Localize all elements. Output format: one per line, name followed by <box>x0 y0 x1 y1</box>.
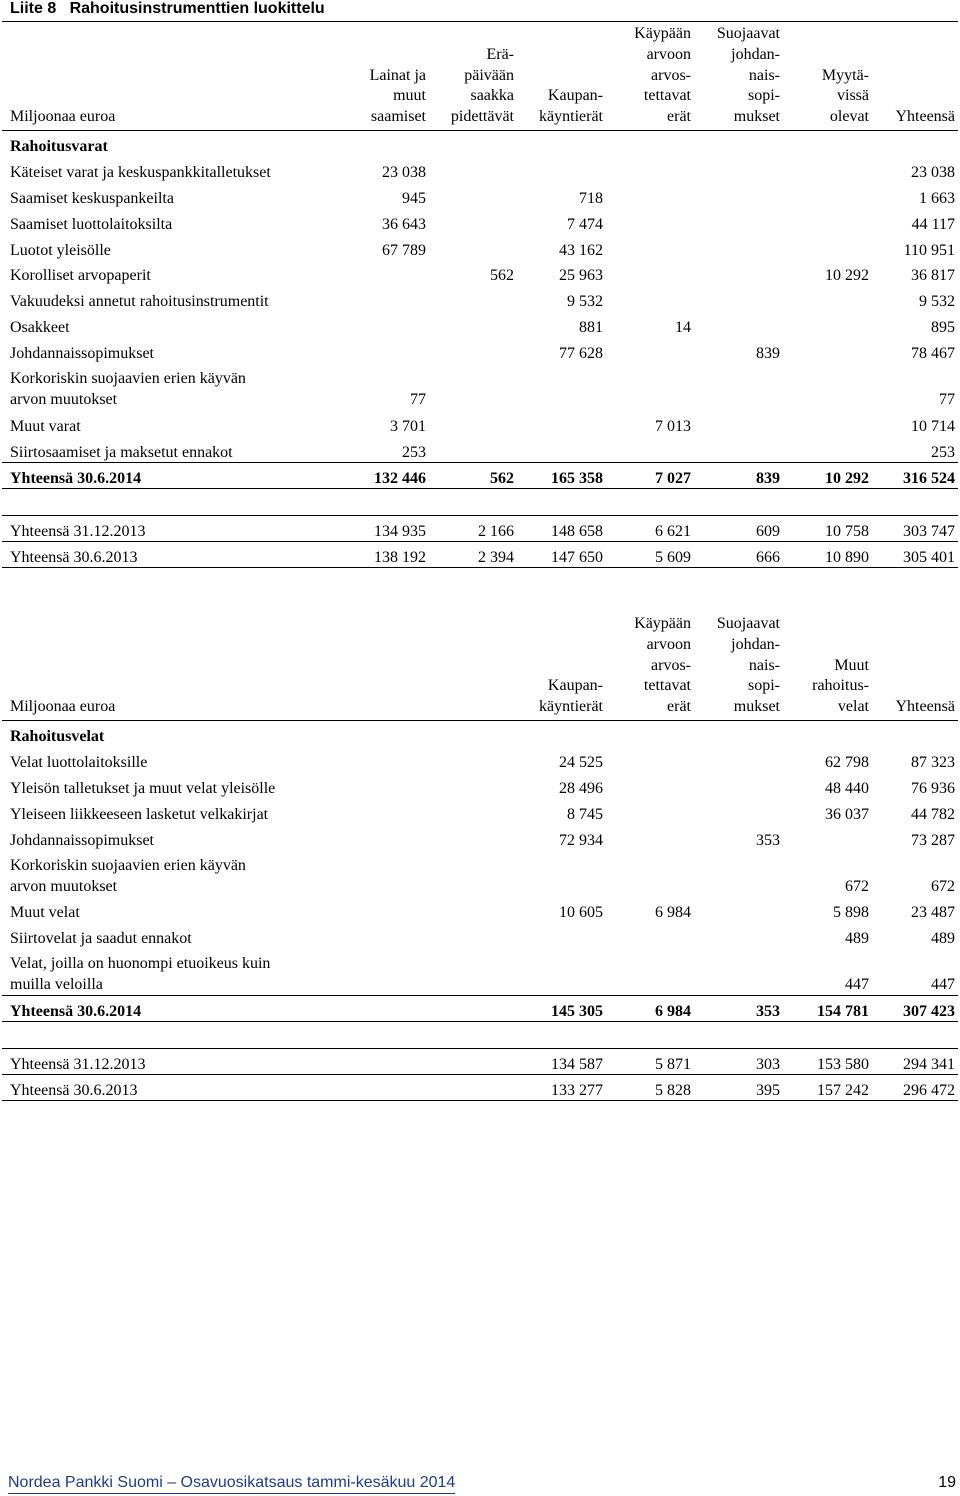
row-value <box>606 922 694 948</box>
table-row <box>2 948 958 996</box>
page-footer <box>8 1474 956 1496</box>
row-value: 25 963 <box>559 267 603 285</box>
row-value <box>606 948 694 996</box>
comparison-value: 294 341 <box>872 1049 958 1075</box>
comparison-row <box>2 1075 958 1101</box>
row-label: Käteiset varat ja keskuspankkitalletukset <box>10 163 271 181</box>
assets-spacer-row <box>2 488 958 515</box>
column-header: Muut rahoitus- velat <box>783 612 872 721</box>
row-value <box>606 746 694 772</box>
comparison-value: 10 758 <box>783 515 872 541</box>
row-value <box>606 824 694 850</box>
total-value: 839 <box>694 462 783 488</box>
comparison-row <box>2 1049 958 1075</box>
row-value: 23 038 <box>911 163 955 181</box>
row-value: 895 <box>931 319 955 337</box>
row-label: Luotot yleisölle <box>10 241 111 259</box>
column-header: Kaupan- käyntierät <box>518 612 606 721</box>
row-value <box>606 337 694 363</box>
row-value: 10 714 <box>911 418 955 436</box>
row-value <box>606 208 694 234</box>
column-header: Miljoonaa euroa <box>2 612 518 721</box>
table-row <box>2 850 958 897</box>
row-value <box>694 772 783 798</box>
row-label: Velat luottolaitoksille <box>10 753 148 771</box>
row-value <box>341 260 429 286</box>
row-value <box>429 311 517 337</box>
assets-header-row <box>2 22 958 131</box>
row-value: 36 037 <box>825 805 869 823</box>
row-label: Osakkeet <box>10 319 70 337</box>
section-title: Rahoitusvarat <box>10 138 108 155</box>
table-row <box>2 208 958 234</box>
row-value: 23 487 <box>911 904 955 922</box>
row-value <box>694 156 783 182</box>
row-value: 77 <box>410 391 426 409</box>
row-value <box>429 363 517 410</box>
row-value: 447 <box>845 976 869 994</box>
row-value <box>606 285 694 311</box>
row-value <box>694 182 783 208</box>
row-label: Siirtovelat ja saadut ennakot <box>10 930 192 948</box>
comparison-value: 303 747 <box>872 515 958 541</box>
section-title: Rahoitusvelat <box>10 728 105 745</box>
row-value: 10 605 <box>559 904 603 922</box>
row-value <box>518 922 606 948</box>
row-value <box>783 156 872 182</box>
row-label: Vakuudeksi annetut rahoitusinstrumentit <box>10 293 269 311</box>
comparison-value: 303 <box>694 1049 783 1075</box>
total-value: 154 781 <box>783 996 872 1022</box>
column-header: Käypään arvoon arvos- tettavat erät <box>606 22 694 131</box>
row-value: 24 525 <box>559 753 603 771</box>
assets-table <box>2 22 958 568</box>
row-value <box>606 182 694 208</box>
column-header: Yhteensä <box>872 612 958 721</box>
table-row <box>2 798 958 824</box>
row-value <box>783 410 872 436</box>
row-value <box>694 260 783 286</box>
comparison-row <box>2 541 958 567</box>
row-value <box>783 363 872 410</box>
row-value: 562 <box>490 267 514 285</box>
row-label: Yleiseen liikkeeseen lasketut velkakirjat <box>10 805 269 823</box>
row-value <box>783 208 872 234</box>
row-label: Saamiset luottolaitoksilta <box>10 215 173 233</box>
row-value: 489 <box>931 930 955 948</box>
comparison-row <box>2 515 958 541</box>
row-value: 7 474 <box>567 215 603 233</box>
row-value <box>694 746 783 772</box>
total-value: 316 524 <box>872 462 958 488</box>
row-value: 73 287 <box>911 831 955 849</box>
comparison-value: 2 394 <box>429 541 517 567</box>
row-value: 62 798 <box>825 753 869 771</box>
column-header: Yhteensä <box>872 22 958 131</box>
row-value <box>517 436 606 462</box>
row-label: Korkoriskin suojaavien erien käyvän arvon muutokset <box>10 856 246 895</box>
row-value <box>694 234 783 260</box>
footer-report-title: Nordea Pankki Suomi – Osavuosikatsaus tammi-kesäkuu 2014 <box>8 1474 455 1494</box>
row-value <box>518 850 606 897</box>
row-value: 67 789 <box>382 241 426 259</box>
table-row <box>2 260 958 286</box>
row-value <box>429 234 517 260</box>
column-header: Suojaavat johdan- nais- sopi- mukset <box>694 612 783 721</box>
total-value: 165 358 <box>517 462 606 488</box>
row-value <box>429 436 517 462</box>
comparison-label: Yhteensä 31.12.2013 <box>2 1049 518 1075</box>
comparison-value: 609 <box>694 515 783 541</box>
row-value <box>429 410 517 436</box>
table-row <box>2 410 958 436</box>
table-row <box>2 156 958 182</box>
row-value <box>518 948 606 996</box>
row-value <box>341 337 429 363</box>
comparison-value: 133 277 <box>518 1075 606 1101</box>
total-value: 307 423 <box>872 996 958 1022</box>
row-value: 36 643 <box>382 215 426 233</box>
column-header: Kaupan- käyntierät <box>517 22 606 131</box>
row-value <box>341 311 429 337</box>
row-value <box>517 363 606 410</box>
row-value <box>429 208 517 234</box>
comparison-value: 10 890 <box>783 541 872 567</box>
row-label: Korolliset arvopaperit <box>10 267 151 285</box>
row-value <box>694 922 783 948</box>
comparison-value: 134 587 <box>518 1049 606 1075</box>
comparison-value: 666 <box>694 541 783 567</box>
row-value: 253 <box>402 443 426 461</box>
comparison-value: 2 166 <box>429 515 517 541</box>
column-header: Erä- päivään saakka pidettävät <box>429 22 517 131</box>
page-number: 19 <box>938 1474 956 1491</box>
row-value: 253 <box>931 443 955 461</box>
row-label: Johdannaissopimukset <box>10 345 154 363</box>
comparison-value: 5 871 <box>606 1049 694 1075</box>
row-value <box>783 311 872 337</box>
page-title: Liite 8 Rahoitusinstrumenttien luokittelu <box>10 0 325 17</box>
comparison-value: 305 401 <box>872 541 958 567</box>
row-value: 44 782 <box>911 805 955 823</box>
table-row <box>2 746 958 772</box>
row-value: 7 013 <box>655 418 691 436</box>
row-value <box>341 285 429 311</box>
row-label: Muut velat <box>10 904 80 922</box>
comparison-value: 5 828 <box>606 1075 694 1101</box>
column-header: Myytä- vissä olevat <box>783 22 872 131</box>
table-row <box>2 922 958 948</box>
row-value: 44 117 <box>911 215 955 233</box>
table-row <box>2 897 958 923</box>
comparison-value: 134 935 <box>341 515 429 541</box>
column-header: Miljoonaa euroa <box>2 22 341 131</box>
row-value <box>694 208 783 234</box>
row-value: 672 <box>931 877 955 895</box>
row-value <box>694 897 783 923</box>
row-value: 9 532 <box>919 293 955 311</box>
row-value <box>694 436 783 462</box>
liabilities-spacer-row <box>2 1022 958 1049</box>
liabilities-total-row <box>2 996 958 1022</box>
row-value: 72 934 <box>559 831 603 849</box>
comparison-value: 147 650 <box>517 541 606 567</box>
row-value: 5 898 <box>833 904 869 922</box>
table-row <box>2 337 958 363</box>
row-value <box>606 260 694 286</box>
row-label: Velat, joilla on huonompi etuoikeus kuin muilla veloilla <box>10 955 271 994</box>
comparison-value: 5 609 <box>606 541 694 567</box>
total-value: 10 292 <box>783 462 872 488</box>
comparison-label: Yhteensä 31.12.2013 <box>2 515 341 541</box>
row-value: 489 <box>845 930 869 948</box>
row-value: 77 <box>939 391 955 409</box>
row-value <box>606 798 694 824</box>
row-value: 78 467 <box>911 345 955 363</box>
table-row <box>2 311 958 337</box>
row-value <box>429 182 517 208</box>
table-row <box>2 285 958 311</box>
row-value: 9 532 <box>567 293 603 311</box>
liabilities-section-row <box>2 721 958 747</box>
row-value <box>606 156 694 182</box>
row-value: 28 496 <box>559 779 603 797</box>
assets-total-row <box>2 462 958 488</box>
row-value: 447 <box>931 976 955 994</box>
row-value <box>783 182 872 208</box>
row-value <box>429 285 517 311</box>
row-value: 718 <box>579 189 603 207</box>
table-row <box>2 363 958 410</box>
row-value <box>429 156 517 182</box>
row-value <box>783 824 872 850</box>
spacer <box>2 1022 958 1049</box>
row-value <box>783 436 872 462</box>
table-row <box>2 824 958 850</box>
row-label: Saamiset keskuspankeilta <box>10 189 174 207</box>
row-value <box>517 156 606 182</box>
row-value: 48 440 <box>825 779 869 797</box>
row-value: 3 701 <box>390 418 426 436</box>
assets-section-row <box>2 131 958 157</box>
row-value <box>694 410 783 436</box>
total-value: 7 027 <box>606 462 694 488</box>
comparison-label: Yhteensä 30.6.2013 <box>2 541 341 567</box>
column-header: Käypään arvoon arvos- tettavat erät <box>606 612 694 721</box>
row-value <box>606 436 694 462</box>
row-value: 10 292 <box>825 267 869 285</box>
liabilities-table <box>2 612 958 1101</box>
total-value: 6 984 <box>606 996 694 1022</box>
comparison-value: 296 472 <box>872 1075 958 1101</box>
row-label: Muut varat <box>10 418 81 436</box>
total-label: Yhteensä 30.6.2014 <box>2 462 341 488</box>
row-value <box>694 948 783 996</box>
row-label: Johdannaissopimukset <box>10 831 154 849</box>
row-value: 76 936 <box>911 779 955 797</box>
row-value <box>783 285 872 311</box>
row-value: 8 745 <box>567 805 603 823</box>
comparison-value: 157 242 <box>783 1075 872 1101</box>
comparison-value: 148 658 <box>517 515 606 541</box>
row-label: Yleisön talletukset ja muut velat yleisölle <box>10 779 276 797</box>
row-value: 36 817 <box>911 267 955 285</box>
row-value: 87 323 <box>911 753 955 771</box>
row-value <box>694 311 783 337</box>
row-value <box>694 850 783 897</box>
table-row <box>2 436 958 462</box>
comparison-label: Yhteensä 30.6.2013 <box>2 1075 518 1101</box>
spacer <box>2 488 958 515</box>
row-value: 43 162 <box>559 241 603 259</box>
liabilities-header-row <box>2 612 958 721</box>
row-value: 353 <box>756 831 780 849</box>
row-value: 672 <box>845 877 869 895</box>
comparison-value: 138 192 <box>341 541 429 567</box>
row-value: 1 663 <box>919 189 955 207</box>
row-value <box>517 410 606 436</box>
row-value: 945 <box>402 189 426 207</box>
total-value: 132 446 <box>341 462 429 488</box>
row-value: 23 038 <box>382 163 426 181</box>
table-row <box>2 772 958 798</box>
row-value: 839 <box>756 345 780 363</box>
comparison-value: 153 580 <box>783 1049 872 1075</box>
table-row <box>2 182 958 208</box>
total-label: Yhteensä 30.6.2014 <box>2 996 518 1022</box>
row-value <box>606 363 694 410</box>
row-value: 6 984 <box>655 904 691 922</box>
row-value: 14 <box>675 319 691 337</box>
row-label: Siirtosaamiset ja maksetut ennakot <box>10 443 233 461</box>
row-value <box>429 337 517 363</box>
row-value <box>783 234 872 260</box>
row-value <box>783 337 872 363</box>
row-value <box>694 798 783 824</box>
column-header: Suojaavat johdan- nais- sopi- mukset <box>694 22 783 131</box>
table-row <box>2 234 958 260</box>
row-value: 881 <box>579 319 603 337</box>
row-value: 110 951 <box>903 241 955 259</box>
column-header: Lainat ja muut saamiset <box>341 22 429 131</box>
row-value: 77 628 <box>559 345 603 363</box>
row-label: Korkoriskin suojaavien erien käyvän arvon muutokset <box>10 370 246 409</box>
comparison-value: 395 <box>694 1075 783 1101</box>
total-value: 353 <box>694 996 783 1022</box>
total-value: 562 <box>429 462 517 488</box>
total-value: 145 305 <box>518 996 606 1022</box>
row-value <box>606 850 694 897</box>
row-value <box>694 363 783 410</box>
comparison-value: 6 621 <box>606 515 694 541</box>
row-value <box>694 285 783 311</box>
row-value <box>606 772 694 798</box>
row-value <box>606 234 694 260</box>
